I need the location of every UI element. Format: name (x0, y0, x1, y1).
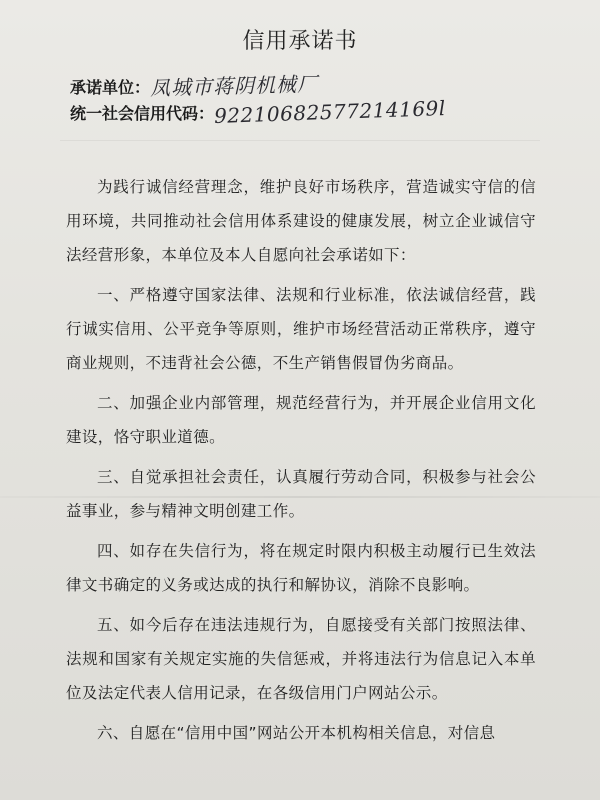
intro-paragraph: 为践行诚信经营理念，维护良好市场秩序，营造诚实守信的信用环境，共同推动社会信用体系建设的健康发展，树立企业诚信守法经营形象，本单位及本人自愿向社会承诺如下： (66, 178, 536, 264)
credit-code-label: 统一社会信用代码： (70, 104, 215, 123)
commitment-item-2: 二、加强企业内部管理，规范经营行为，并开展企业信用文化建设，恪守职业道德。 (66, 394, 536, 446)
commitment-item-5: 五、如今后存在违法违规行为，自愿接受有关部门按照法律、法规和国家有关规定实施的失信惩戒，并将违法行为信息记入本单位及法定代表人信用记录，在各级信用门户网站公示。 (66, 616, 536, 702)
commitment-item-4: 四、如存在失信行为，将在规定时限内积极主动履行已生效法律文书确定的义务或达成的执行和解协议，消除不良影响。 (66, 542, 536, 594)
commitment-item-3: 三、自觉承担社会责任，认真履行劳动合同，积极参与社会公益事业，参与精神文明创建工作。 (66, 468, 536, 520)
header-divider (60, 140, 540, 141)
commitment-item-1: 一、严格遵守国家法律、法规和行业标准，依法诚信经营，践行诚实信用、公平竞争等原则，维护市场经营活动正常秩序，遵守商业规则，不违背社会公德，不生产销售假冒伪劣商品。 (66, 286, 536, 372)
commitment-body (66, 170, 536, 756)
committing-unit-label: 承诺单位： (70, 78, 151, 97)
document-title: 信用承诺书 (242, 29, 358, 54)
credit-code-handwriting: 92210682577214169l (213, 95, 447, 129)
paper-fold-line (0, 496, 600, 498)
credit-code-field (70, 95, 447, 129)
committing-unit-handwriting: 凤城市蒋阴机械厂 (149, 71, 319, 101)
committing-unit-field (70, 70, 318, 99)
commitment-item-6: 六、自愿在“信用中国”网站公开本机构相关信息，对信息 (97, 724, 496, 742)
